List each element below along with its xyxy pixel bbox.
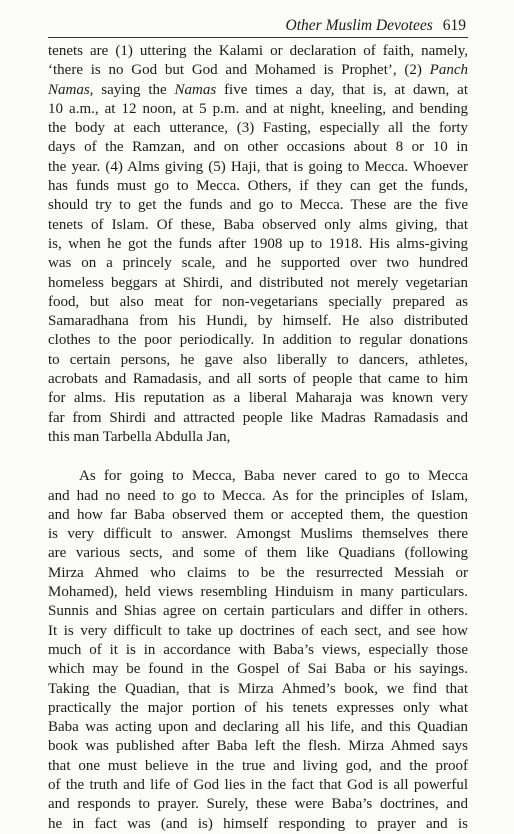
- text-line: much of it is in accordance with Baba’s views, especially those: [48, 641, 468, 658]
- paragraph-1: [48, 42, 468, 447]
- text-line: that one must believe in the true and living god, and the proof: [48, 757, 468, 774]
- text-line: the year. (4) Alms giving (5) Haji, that is going to Mecca. Whoever: [48, 158, 468, 175]
- text-line: and had no need to go to Mecca. As for the principles of Islam,: [48, 487, 468, 504]
- text-line: which may be found in the Gospel of Sai Baba or his sayings.: [48, 661, 468, 678]
- text-line: clothes to the poor periodically. In addition to regular donations: [48, 332, 468, 349]
- text-line: for alms. His reputation as a liberal Maharaja was known very: [48, 390, 468, 407]
- text-line: the body at each utterance, (3) Fasting, especially all the forty: [48, 120, 468, 137]
- text-line: Mirza Ahmed who claims to be the resurrected Messiah or: [48, 564, 468, 581]
- text-line: tenets are (1) uttering the Kalami or declaration of faith, namely,: [48, 43, 468, 59]
- text-line: is, when he got the funds after 1908 up to 1918. His alms-giving: [48, 235, 468, 252]
- text-line: was on a princely scale, and he supported over two hundred: [48, 255, 468, 272]
- text-line: ‘there is no God but God and Mohamed is Prophet’, (2) Panch: [48, 62, 468, 79]
- text-line: he in fact was (and is) himself responding to prayer and is: [48, 815, 468, 832]
- text-line: of the truth and life of God lies in the fact that God is all powerful: [48, 776, 468, 793]
- text-line: is very difficult to answer. Amongst Muslims themselves there: [48, 526, 468, 543]
- text-line: practically the major portion of his tenets expresses only what: [48, 699, 468, 716]
- text-line: and responds to prayer. Surely, these were Baba’s doctrines, and: [48, 796, 468, 813]
- text-line: this man Tarbella Abdulla Jan,: [48, 428, 231, 445]
- text-line: Sunnis and Shias agree on certain particulars and differ in others.: [48, 603, 468, 620]
- text-line: tenets of Islam. Of these, Baba observed only alms giving, that: [48, 216, 468, 233]
- paragraph-gap: [48, 447, 468, 467]
- paragraph-2: [48, 467, 468, 834]
- text-line: should try to get the funds and go to Mecca. These are the five: [48, 197, 468, 214]
- text-line: and how far Baba observed them or accepted them, the question: [48, 506, 468, 523]
- text-line: Baba was acting upon and declaring all his life, and this Quadian: [48, 719, 468, 736]
- text-line: are various sects, and some of them like Quadians (following: [48, 545, 468, 562]
- header-rule: [48, 37, 468, 38]
- text-line: Taking the Quadian, that is Mirza Ahmed’s book, we find that: [48, 680, 468, 697]
- text-line: book was published after Baba left the flesh. Mirza Ahmed says: [48, 738, 468, 755]
- text-line: Namas, saying the Namas five times a day, that is, at dawn, at: [48, 81, 468, 98]
- text-line: As for going to Mecca, Baba never cared to go to Mecca: [79, 468, 468, 485]
- text-line: Samaradhana from his Hundi, by himself. He also distributed: [48, 313, 468, 330]
- text-line: has funds must go to Mecca. Others, if they can get the funds,: [48, 178, 468, 195]
- page-body: [48, 42, 468, 834]
- text-line: days of the Ramzan, and on other occasions about 8 or 10 in: [48, 139, 468, 156]
- text-line: It is very difficult to take up doctrines of each sect, and see how: [48, 622, 468, 639]
- text-line: homeless beggars at Shirdi, and distributed not merely vegetarian: [48, 274, 468, 291]
- text-line: to certain persons, he gave also liberally to dancers, athletes,: [48, 351, 468, 368]
- text-line: acrobats and Ramadasis, and all sorts of people that came to him: [48, 371, 468, 388]
- text-line: far from Shirdi and attracted people like Madras Ramadasis and: [48, 409, 468, 426]
- text-line: food, but also meat for non-vegetarians specially prepared as: [48, 293, 468, 310]
- text-line: Mohamed), held views resembling Hinduism in many particulars.: [48, 584, 468, 601]
- page-number: 619: [442, 17, 466, 34]
- text-line: 10 a.m., at 12 noon, at 5 p.m. and at night, kneeling, and bending: [48, 100, 468, 117]
- running-header: [0, 17, 466, 35]
- running-header-title: Other Muslim Devotees: [285, 17, 433, 34]
